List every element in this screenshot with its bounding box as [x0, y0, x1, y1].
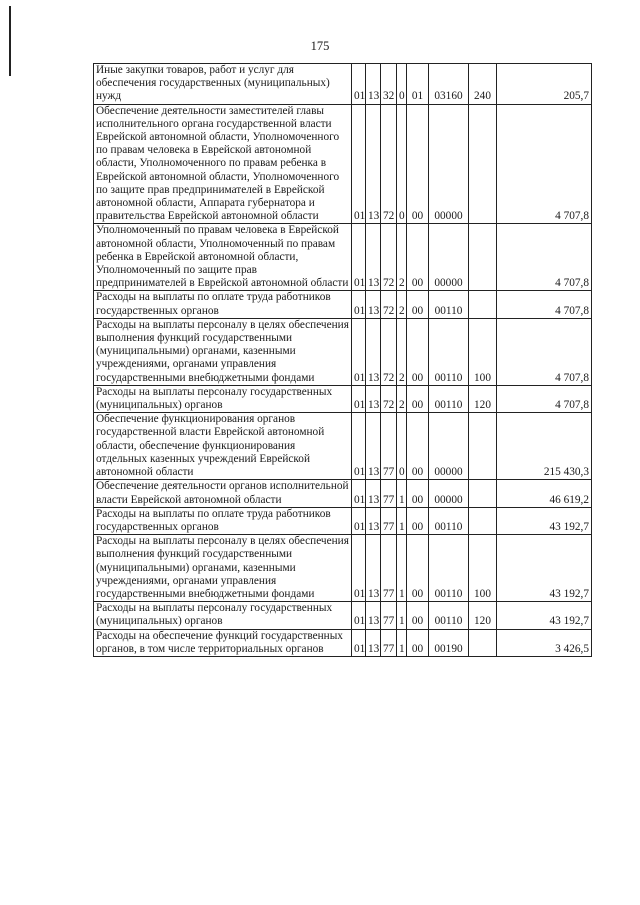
- row-direction-code: 00190: [429, 629, 469, 656]
- row-expense-type: 100: [469, 535, 497, 602]
- row-amount: 4 707,8: [497, 318, 592, 385]
- row-amount: 4 707,8: [497, 291, 592, 318]
- row-section-code: 01: [352, 535, 366, 602]
- row-name: Расходы на выплаты персоналу государственных (муниципальных) органов: [94, 602, 352, 629]
- row-program-code: 77: [381, 507, 397, 534]
- row-subsection-code: 13: [366, 64, 381, 105]
- row-section-code: 01: [352, 507, 366, 534]
- row-amount: 43 192,7: [497, 535, 592, 602]
- row-main-event-code: 00: [407, 535, 429, 602]
- row-subprogram-code: 2: [397, 291, 407, 318]
- row-amount: 46 619,2: [497, 480, 592, 507]
- row-amount: 4 707,8: [497, 104, 592, 224]
- row-main-event-code: 00: [407, 480, 429, 507]
- table-row: [94, 291, 592, 318]
- row-subprogram-code: 1: [397, 480, 407, 507]
- row-main-event-code: 00: [407, 104, 429, 224]
- row-subprogram-code: 0: [397, 413, 407, 480]
- row-program-code: 72: [381, 385, 397, 412]
- row-section-code: 01: [352, 224, 366, 291]
- row-section-code: 01: [352, 318, 366, 385]
- budget-table: [93, 63, 592, 657]
- table-row: [94, 104, 592, 224]
- row-program-code: 72: [381, 318, 397, 385]
- row-main-event-code: 00: [407, 413, 429, 480]
- row-name: Обеспечение функционирования органов государственной власти Еврейской автономной области, обеспечение функционирования отдельных казенных учреждений Еврейской автономной области: [94, 413, 352, 480]
- row-subsection-code: 13: [366, 224, 381, 291]
- row-amount: 4 707,8: [497, 224, 592, 291]
- row-program-code: 72: [381, 291, 397, 318]
- row-name: Расходы на выплаты по оплате труда работников государственных органов: [94, 507, 352, 534]
- row-subprogram-code: 2: [397, 385, 407, 412]
- row-direction-code: 00110: [429, 535, 469, 602]
- row-main-event-code: 00: [407, 507, 429, 534]
- row-expense-type: 120: [469, 385, 497, 412]
- row-amount: 205,7: [497, 64, 592, 105]
- row-program-code: 77: [381, 602, 397, 629]
- row-amount: 43 192,7: [497, 507, 592, 534]
- row-name: Расходы на выплаты персоналу в целях обеспечения выполнения функций государственными (муниципальными) органами, казенными учреждениями, органами управления государственными внебюджетными фондами: [94, 535, 352, 602]
- row-name: Обеспечение деятельности заместителей главы исполнительного органа государственной власти Еврейской автономной области, Уполномоченного по правам человека в Еврейской автономной области, Уполномоченного по правам ребенка в Еврейской автономной области, Уполномоченного по защите прав предпринимателей в Еврейской автономной области, Аппарата губернатора и правительства Еврейской автономной области: [94, 104, 352, 224]
- table-row: [94, 629, 592, 656]
- row-direction-code: 00110: [429, 602, 469, 629]
- row-section-code: 01: [352, 629, 366, 656]
- table-row: [94, 535, 592, 602]
- row-subsection-code: 13: [366, 602, 381, 629]
- row-expense-type: 240: [469, 64, 497, 105]
- row-direction-code: 00000: [429, 104, 469, 224]
- row-section-code: 01: [352, 64, 366, 105]
- table-row: [94, 602, 592, 629]
- row-section-code: 01: [352, 480, 366, 507]
- row-name: Расходы на выплаты персоналу государственных (муниципальных) органов: [94, 385, 352, 412]
- row-subprogram-code: 1: [397, 629, 407, 656]
- row-direction-code: 00000: [429, 224, 469, 291]
- row-expense-type: [469, 291, 497, 318]
- page-number: 175: [310, 39, 330, 53]
- row-main-event-code: 00: [407, 602, 429, 629]
- row-name: Расходы на обеспечение функций государственных органов, в том числе территориальных органов: [94, 629, 352, 656]
- row-direction-code: 00110: [429, 318, 469, 385]
- row-direction-code: 00110: [429, 291, 469, 318]
- row-program-code: 77: [381, 480, 397, 507]
- row-expense-type: [469, 104, 497, 224]
- row-name: Обеспечение деятельности органов исполнительной власти Еврейской автономной области: [94, 480, 352, 507]
- row-amount: 43 192,7: [497, 602, 592, 629]
- row-direction-code: 03160: [429, 64, 469, 105]
- row-section-code: 01: [352, 104, 366, 224]
- row-main-event-code: 01: [407, 64, 429, 105]
- table-row: [94, 224, 592, 291]
- row-subsection-code: 13: [366, 291, 381, 318]
- row-program-code: 32: [381, 64, 397, 105]
- row-section-code: 01: [352, 291, 366, 318]
- row-subsection-code: 13: [366, 507, 381, 534]
- row-subprogram-code: 1: [397, 602, 407, 629]
- row-subsection-code: 13: [366, 318, 381, 385]
- row-name: Уполномоченный по правам человека в Еврейской автономной области, Уполномоченный по правам ребенка в Еврейской автономной области, Уполномоченный по защите прав предпринимателей в Еврейской автономной области: [94, 224, 352, 291]
- row-program-code: 77: [381, 413, 397, 480]
- row-name: Расходы на выплаты персоналу в целях обеспечения выполнения функций государственными (муниципальными) органами, казенными учреждениями, органами управления государственными внебюджетными фондами: [94, 318, 352, 385]
- row-subprogram-code: 1: [397, 535, 407, 602]
- row-section-code: 01: [352, 413, 366, 480]
- table-row: [94, 413, 592, 480]
- row-expense-type: 120: [469, 602, 497, 629]
- row-expense-type: [469, 629, 497, 656]
- row-expense-type: [469, 507, 497, 534]
- row-expense-type: [469, 480, 497, 507]
- row-direction-code: 00000: [429, 413, 469, 480]
- row-amount: 215 430,3: [497, 413, 592, 480]
- table-row: [94, 507, 592, 534]
- row-section-code: 01: [352, 602, 366, 629]
- row-main-event-code: 00: [407, 224, 429, 291]
- row-subprogram-code: 2: [397, 318, 407, 385]
- row-subprogram-code: 0: [397, 64, 407, 105]
- row-main-event-code: 00: [407, 318, 429, 385]
- row-direction-code: 00110: [429, 507, 469, 534]
- row-amount: 3 426,5: [497, 629, 592, 656]
- row-main-event-code: 00: [407, 629, 429, 656]
- row-subsection-code: 13: [366, 629, 381, 656]
- table-row: [94, 318, 592, 385]
- row-program-code: 72: [381, 224, 397, 291]
- table-row: [94, 64, 592, 105]
- row-subsection-code: 13: [366, 535, 381, 602]
- row-subprogram-code: 2: [397, 224, 407, 291]
- row-section-code: 01: [352, 385, 366, 412]
- row-subprogram-code: 0: [397, 104, 407, 224]
- row-direction-code: 00110: [429, 385, 469, 412]
- row-program-code: 72: [381, 104, 397, 224]
- row-subsection-code: 13: [366, 480, 381, 507]
- row-expense-type: [469, 413, 497, 480]
- row-subsection-code: 13: [366, 385, 381, 412]
- table-row: [94, 480, 592, 507]
- row-program-code: 77: [381, 535, 397, 602]
- row-name: Расходы на выплаты по оплате труда работников государственных органов: [94, 291, 352, 318]
- row-subprogram-code: 1: [397, 507, 407, 534]
- row-subsection-code: 13: [366, 104, 381, 224]
- row-expense-type: [469, 224, 497, 291]
- row-main-event-code: 00: [407, 385, 429, 412]
- row-amount: 4 707,8: [497, 385, 592, 412]
- row-subsection-code: 13: [366, 413, 381, 480]
- row-name: Иные закупки товаров, работ и услуг для обеспечения государственных (муниципальных) нужд: [94, 64, 352, 105]
- row-main-event-code: 00: [407, 291, 429, 318]
- table-row: [94, 385, 592, 412]
- row-direction-code: 00000: [429, 480, 469, 507]
- row-expense-type: 100: [469, 318, 497, 385]
- row-program-code: 77: [381, 629, 397, 656]
